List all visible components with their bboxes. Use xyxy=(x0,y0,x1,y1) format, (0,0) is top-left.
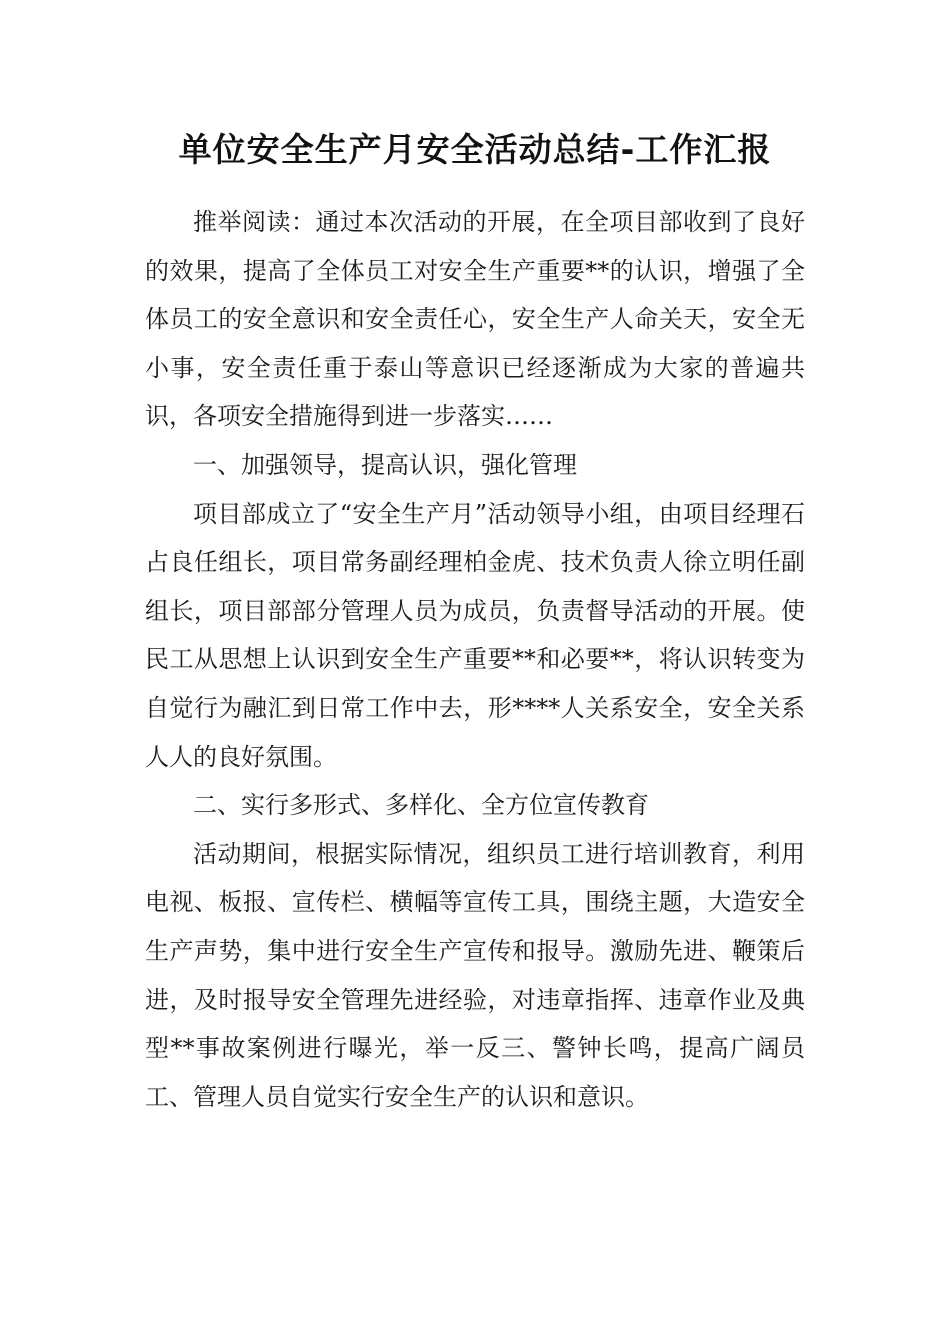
intro-paragraph: 推举阅读：通过本次活动的开展，在全项目部收到了良好的效果，提高了全体员工对安全生产重要**的认识，增强了全体员工的安全意识和安全责任心，安全生产人命关天，安全无小事，安全责任重于泰山等意识已经逐渐成为大家的普遍共识，各项安全措施得到进一步落实…… xyxy=(145,208,805,431)
document-body xyxy=(145,198,805,1121)
section-heading-2: 二、实行多形式、多样化、全方位宣传教育 xyxy=(193,791,649,820)
document-title: 单位安全生产月安全活动总结-工作汇报 xyxy=(178,130,772,169)
document-page xyxy=(145,0,805,1344)
section-1-paragraph: 项目部成立了“安全生产月”活动领导小组，由项目经理石占良任组长，项目常务副经理柏金虎、技术负责人徐立明任副组长，项目部部分管理人员为成员，负责督导活动的开展。使民工从思想上认识到安全生产重要**和必要**，将认识转变为自觉行为融汇到日常工作中去，形****人关系安全，安全关系人人的良好氛围。 xyxy=(145,499,805,771)
section-2-paragraph: 活动期间，根据实际情况，组织员工进行培训教育，利用电视、板报、宣传栏、横幅等宣传工具，围绕主题，大造安全生产声势，集中进行安全生产宣传和报导。激励先进、鞭策后进，及时报导安全管理先进经验，对违章指挥、违章作业及典型**事故案例进行曝光，举一反三、警钟长鸣，提高广阔员工、管理人员自觉实行安全生产的认识和意识。 xyxy=(145,839,805,1111)
section-heading-1: 一、加强领导，提高认识，强化管理 xyxy=(193,450,577,479)
